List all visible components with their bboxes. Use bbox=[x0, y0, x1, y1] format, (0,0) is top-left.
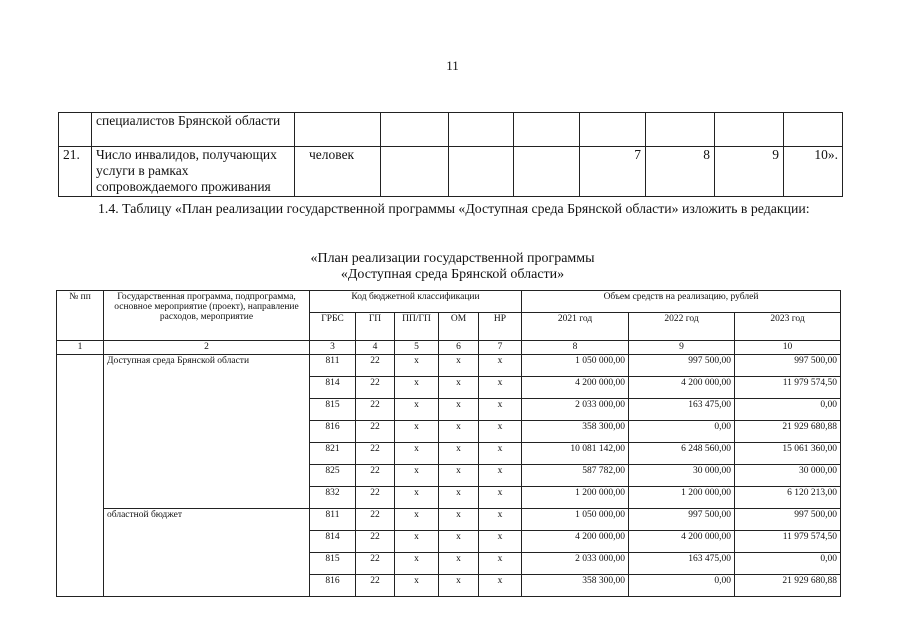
column-index: 9 bbox=[629, 341, 735, 355]
ppgp-cell: х bbox=[395, 399, 439, 421]
table-row bbox=[57, 355, 841, 377]
nr-cell: х bbox=[479, 575, 522, 597]
amount-2022: 997 500,00 bbox=[629, 509, 735, 531]
header-om: ОМ bbox=[439, 313, 479, 341]
amount-2022: 997 500,00 bbox=[629, 355, 735, 377]
ppgp-cell: х bbox=[395, 421, 439, 443]
amount-2022: 30 000,00 bbox=[629, 465, 735, 487]
amendment-paragraph: 1.4. Таблицу «План реализации государственной программы «Доступная среда Брянской области» изложить в редакции: bbox=[98, 201, 810, 216]
nr-cell: х bbox=[479, 531, 522, 553]
amount-2021: 587 782,00 bbox=[522, 465, 629, 487]
header-nr: НР bbox=[479, 313, 522, 341]
header-budget-code: Код бюджетной классификации bbox=[310, 291, 522, 313]
header-amount: Объем средств на реализацию, рублей bbox=[522, 291, 841, 313]
om-cell: х bbox=[439, 377, 479, 399]
amount-2022: 163 475,00 bbox=[629, 553, 735, 575]
om-cell: х bbox=[439, 509, 479, 531]
amount-2021: 4 200 000,00 bbox=[522, 531, 629, 553]
grbs-cell: 811 bbox=[310, 355, 356, 377]
nr-cell: х bbox=[479, 487, 522, 509]
ppgp-cell: х bbox=[395, 553, 439, 575]
amount-2021: 358 300,00 bbox=[522, 575, 629, 597]
ppgp-cell: х bbox=[395, 355, 439, 377]
ppgp-cell: х bbox=[395, 575, 439, 597]
amount-2023: 11 979 574,50 bbox=[735, 531, 841, 553]
plan-title bbox=[0, 251, 905, 283]
amount-2023: 15 061 360,00 bbox=[735, 443, 841, 465]
ppgp-cell: х bbox=[395, 443, 439, 465]
amount-2022: 0,00 bbox=[629, 575, 735, 597]
gp-cell: 22 bbox=[356, 377, 395, 399]
amount-2021: 2 033 000,00 bbox=[522, 399, 629, 421]
header-gp: ГП bbox=[356, 313, 395, 341]
amount-2022: 163 475,00 bbox=[629, 399, 735, 421]
gp-cell: 22 bbox=[356, 421, 395, 443]
gp-cell: 22 bbox=[356, 575, 395, 597]
om-cell: х bbox=[439, 421, 479, 443]
nr-cell: х bbox=[479, 377, 522, 399]
amount-2023: 6 120 213,00 bbox=[735, 487, 841, 509]
om-cell: х bbox=[439, 531, 479, 553]
indicator-value bbox=[449, 147, 514, 197]
row-number bbox=[59, 113, 92, 147]
program-label: Доступная среда Брянской области bbox=[104, 355, 310, 509]
amount-2022: 1 200 000,00 bbox=[629, 487, 735, 509]
amount-2021: 1 050 000,00 bbox=[522, 355, 629, 377]
om-cell: х bbox=[439, 487, 479, 509]
indicator-name: специалистов Брянской области bbox=[92, 113, 295, 147]
gp-cell: 22 bbox=[356, 355, 395, 377]
indicator-value bbox=[514, 113, 580, 147]
plan-title-line-1: «План реализации государственной программы bbox=[310, 251, 595, 266]
header-2022: 2022 год bbox=[629, 313, 735, 341]
nr-cell: х bbox=[479, 421, 522, 443]
row-number: 21. bbox=[59, 147, 92, 197]
grbs-cell: 811 bbox=[310, 509, 356, 531]
indicator-unit bbox=[295, 113, 381, 147]
page-number: 11 bbox=[446, 58, 459, 73]
header-2023: 2023 год bbox=[735, 313, 841, 341]
indicator-value: 10». bbox=[784, 147, 843, 197]
gp-cell: 22 bbox=[356, 465, 395, 487]
ppgp-cell: х bbox=[395, 531, 439, 553]
row-number-cell bbox=[57, 355, 104, 597]
indicator-value bbox=[381, 147, 449, 197]
column-index: 7 bbox=[479, 341, 522, 355]
indicator-value bbox=[646, 113, 715, 147]
grbs-cell: 816 bbox=[310, 421, 356, 443]
amount-2023: 21 929 680,88 bbox=[735, 575, 841, 597]
column-index: 6 bbox=[439, 341, 479, 355]
gp-cell: 22 bbox=[356, 553, 395, 575]
table-row bbox=[57, 509, 841, 531]
om-cell: х bbox=[439, 355, 479, 377]
nr-cell: х bbox=[479, 465, 522, 487]
amount-2023: 997 500,00 bbox=[735, 509, 841, 531]
grbs-cell: 814 bbox=[310, 377, 356, 399]
indicators-continuation-table bbox=[58, 112, 843, 197]
grbs-cell: 816 bbox=[310, 575, 356, 597]
indicator-value: 8 bbox=[646, 147, 715, 197]
ppgp-cell: х bbox=[395, 465, 439, 487]
gp-cell: 22 bbox=[356, 531, 395, 553]
column-index: 10 bbox=[735, 341, 841, 355]
amount-2021: 1 050 000,00 bbox=[522, 509, 629, 531]
grbs-cell: 832 bbox=[310, 487, 356, 509]
nr-cell: х bbox=[479, 509, 522, 531]
indicator-value: 7 bbox=[580, 147, 646, 197]
om-cell: х bbox=[439, 399, 479, 421]
indicator-value bbox=[514, 147, 580, 197]
amount-2022: 0,00 bbox=[629, 421, 735, 443]
header-2021: 2021 год bbox=[522, 313, 629, 341]
column-index: 1 bbox=[57, 341, 104, 355]
grbs-cell: 821 bbox=[310, 443, 356, 465]
indicator-value bbox=[449, 113, 514, 147]
header-number: № пп bbox=[57, 291, 104, 341]
grbs-cell: 815 bbox=[310, 553, 356, 575]
plan-title-line-2: «Доступная среда Брянской области» bbox=[340, 267, 565, 282]
column-index: 4 bbox=[356, 341, 395, 355]
table-header-row bbox=[57, 291, 841, 313]
amount-2021: 1 200 000,00 bbox=[522, 487, 629, 509]
amount-2023: 30 000,00 bbox=[735, 465, 841, 487]
indicator-value bbox=[715, 113, 784, 147]
om-cell: х bbox=[439, 465, 479, 487]
indicator-unit: человек bbox=[295, 147, 381, 197]
ppgp-cell: х bbox=[395, 487, 439, 509]
amount-2021: 2 033 000,00 bbox=[522, 553, 629, 575]
column-index: 8 bbox=[522, 341, 629, 355]
amount-2023: 997 500,00 bbox=[735, 355, 841, 377]
gp-cell: 22 bbox=[356, 399, 395, 421]
amount-2021: 358 300,00 bbox=[522, 421, 629, 443]
program-label: областной бюджет bbox=[104, 509, 310, 597]
column-index: 5 bbox=[395, 341, 439, 355]
gp-cell: 22 bbox=[356, 509, 395, 531]
grbs-cell: 815 bbox=[310, 399, 356, 421]
indicator-value: 9 bbox=[715, 147, 784, 197]
amount-2021: 10 081 142,00 bbox=[522, 443, 629, 465]
gp-cell: 22 bbox=[356, 443, 395, 465]
amount-2022: 6 248 560,00 bbox=[629, 443, 735, 465]
om-cell: х bbox=[439, 575, 479, 597]
om-cell: х bbox=[439, 553, 479, 575]
nr-cell: х bbox=[479, 553, 522, 575]
indicator-name: Число инвалидов, получающих услуги в рамках сопровождаемого проживания bbox=[92, 147, 295, 197]
header-ppgp: ПП/ГП bbox=[395, 313, 439, 341]
gp-cell: 22 bbox=[356, 487, 395, 509]
header-program: Государственная программа, подпрограмма, основное мероприятие (проект), направление расходов, мероприятие bbox=[104, 291, 310, 341]
column-index-row bbox=[57, 341, 841, 355]
amount-2023: 0,00 bbox=[735, 553, 841, 575]
nr-cell: х bbox=[479, 355, 522, 377]
ppgp-cell: х bbox=[395, 509, 439, 531]
indicator-value bbox=[784, 113, 843, 147]
amount-2022: 4 200 000,00 bbox=[629, 377, 735, 399]
indicator-value bbox=[381, 113, 449, 147]
grbs-cell: 825 bbox=[310, 465, 356, 487]
amount-2023: 11 979 574,50 bbox=[735, 377, 841, 399]
column-index: 2 bbox=[104, 341, 310, 355]
header-grbs: ГРБС bbox=[310, 313, 356, 341]
table-row bbox=[59, 113, 843, 147]
nr-cell: х bbox=[479, 399, 522, 421]
ppgp-cell: х bbox=[395, 377, 439, 399]
plan-table bbox=[56, 290, 841, 597]
amount-2022: 4 200 000,00 bbox=[629, 531, 735, 553]
amount-2023: 0,00 bbox=[735, 399, 841, 421]
grbs-cell: 814 bbox=[310, 531, 356, 553]
nr-cell: х bbox=[479, 443, 522, 465]
om-cell: х bbox=[439, 443, 479, 465]
indicator-value bbox=[580, 113, 646, 147]
table-row bbox=[59, 147, 843, 197]
amount-2021: 4 200 000,00 bbox=[522, 377, 629, 399]
column-index: 3 bbox=[310, 341, 356, 355]
amount-2023: 21 929 680,88 bbox=[735, 421, 841, 443]
